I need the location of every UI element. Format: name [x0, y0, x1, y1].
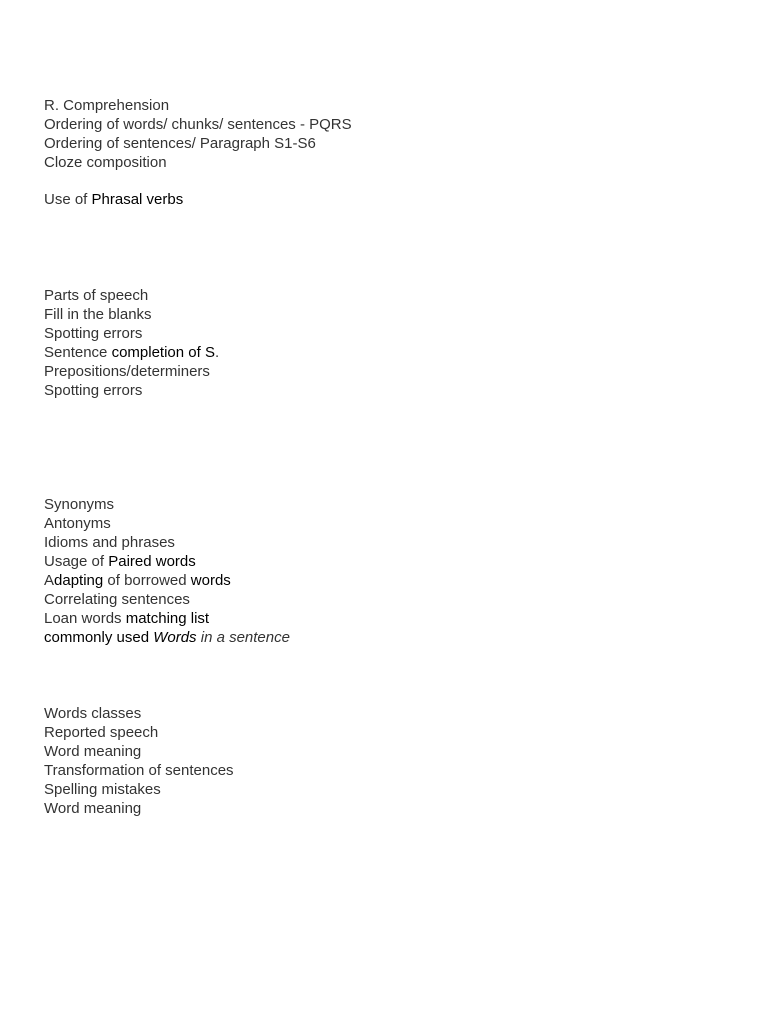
line-reported-speech: Reported speech [44, 724, 159, 741]
line-loan-words [44, 609, 290, 628]
text-run-dark: words [190, 572, 231, 589]
text-run-dark: Paired words [108, 553, 196, 570]
line-paired-words [44, 552, 290, 571]
line-antonyms: Antonyms [44, 515, 111, 532]
line-ordering-words: Ordering of words/ chunks/ sentences - PQRS [44, 116, 352, 133]
line-spotting-errors-2: Spotting errors [44, 382, 143, 399]
line-fill-in-blanks: Fill in the blanks [44, 306, 152, 323]
text-run: Usage of [44, 553, 109, 570]
line-synonyms: Synonyms [44, 496, 115, 513]
line-adapting-words [44, 571, 290, 590]
text-run: Sentence [44, 344, 112, 361]
topic-block-1 [44, 96, 352, 209]
text-run-dark: completion of S [111, 344, 215, 361]
text-run-dark: Phrasal verbs [91, 191, 184, 208]
line-spotting-errors: Spotting errors [44, 325, 143, 342]
line-spelling-mistakes: Spelling mistakes [44, 781, 161, 798]
text-run: Use of [44, 191, 92, 208]
line-sentence-completion [44, 343, 219, 362]
text-run-dark-italic: Words [153, 629, 197, 646]
line-parts-of-speech: Parts of speech [44, 287, 149, 304]
topic-block-3 [44, 495, 290, 647]
line-cloze-composition: Cloze composition [44, 154, 167, 171]
line-prepositions: Prepositions/determiners [44, 363, 210, 380]
line-word-meaning-2: Word meaning [44, 800, 142, 817]
line-phrasal-verbs [44, 190, 352, 209]
line-idioms: Idioms and phrases [44, 534, 175, 551]
line-correlating-sentences: Correlating sentences [44, 591, 190, 608]
line-comprehension: R. Comprehension [44, 97, 170, 114]
text-run-dark: dapting [54, 572, 104, 589]
line-commonly-used [44, 628, 290, 647]
text-run: A [44, 572, 55, 589]
text-run-italic: in a sentence [196, 629, 290, 646]
text-run-dark: commonly used [44, 629, 154, 646]
line-word-classes: Words classes [44, 705, 142, 722]
line-ordering-sentences: Ordering of sentences/ Paragraph S1-S6 [44, 135, 316, 152]
topic-block-2 [44, 286, 219, 400]
text-run-dark: matching list [125, 610, 210, 627]
text-run: of borrowed [103, 572, 191, 589]
text-run: . [214, 344, 220, 361]
line-transformation: Transformation of sentences [44, 762, 234, 779]
text-run: Loan words [44, 610, 126, 627]
topic-block-4 [44, 704, 234, 818]
line-word-meaning: Word meaning [44, 743, 142, 760]
